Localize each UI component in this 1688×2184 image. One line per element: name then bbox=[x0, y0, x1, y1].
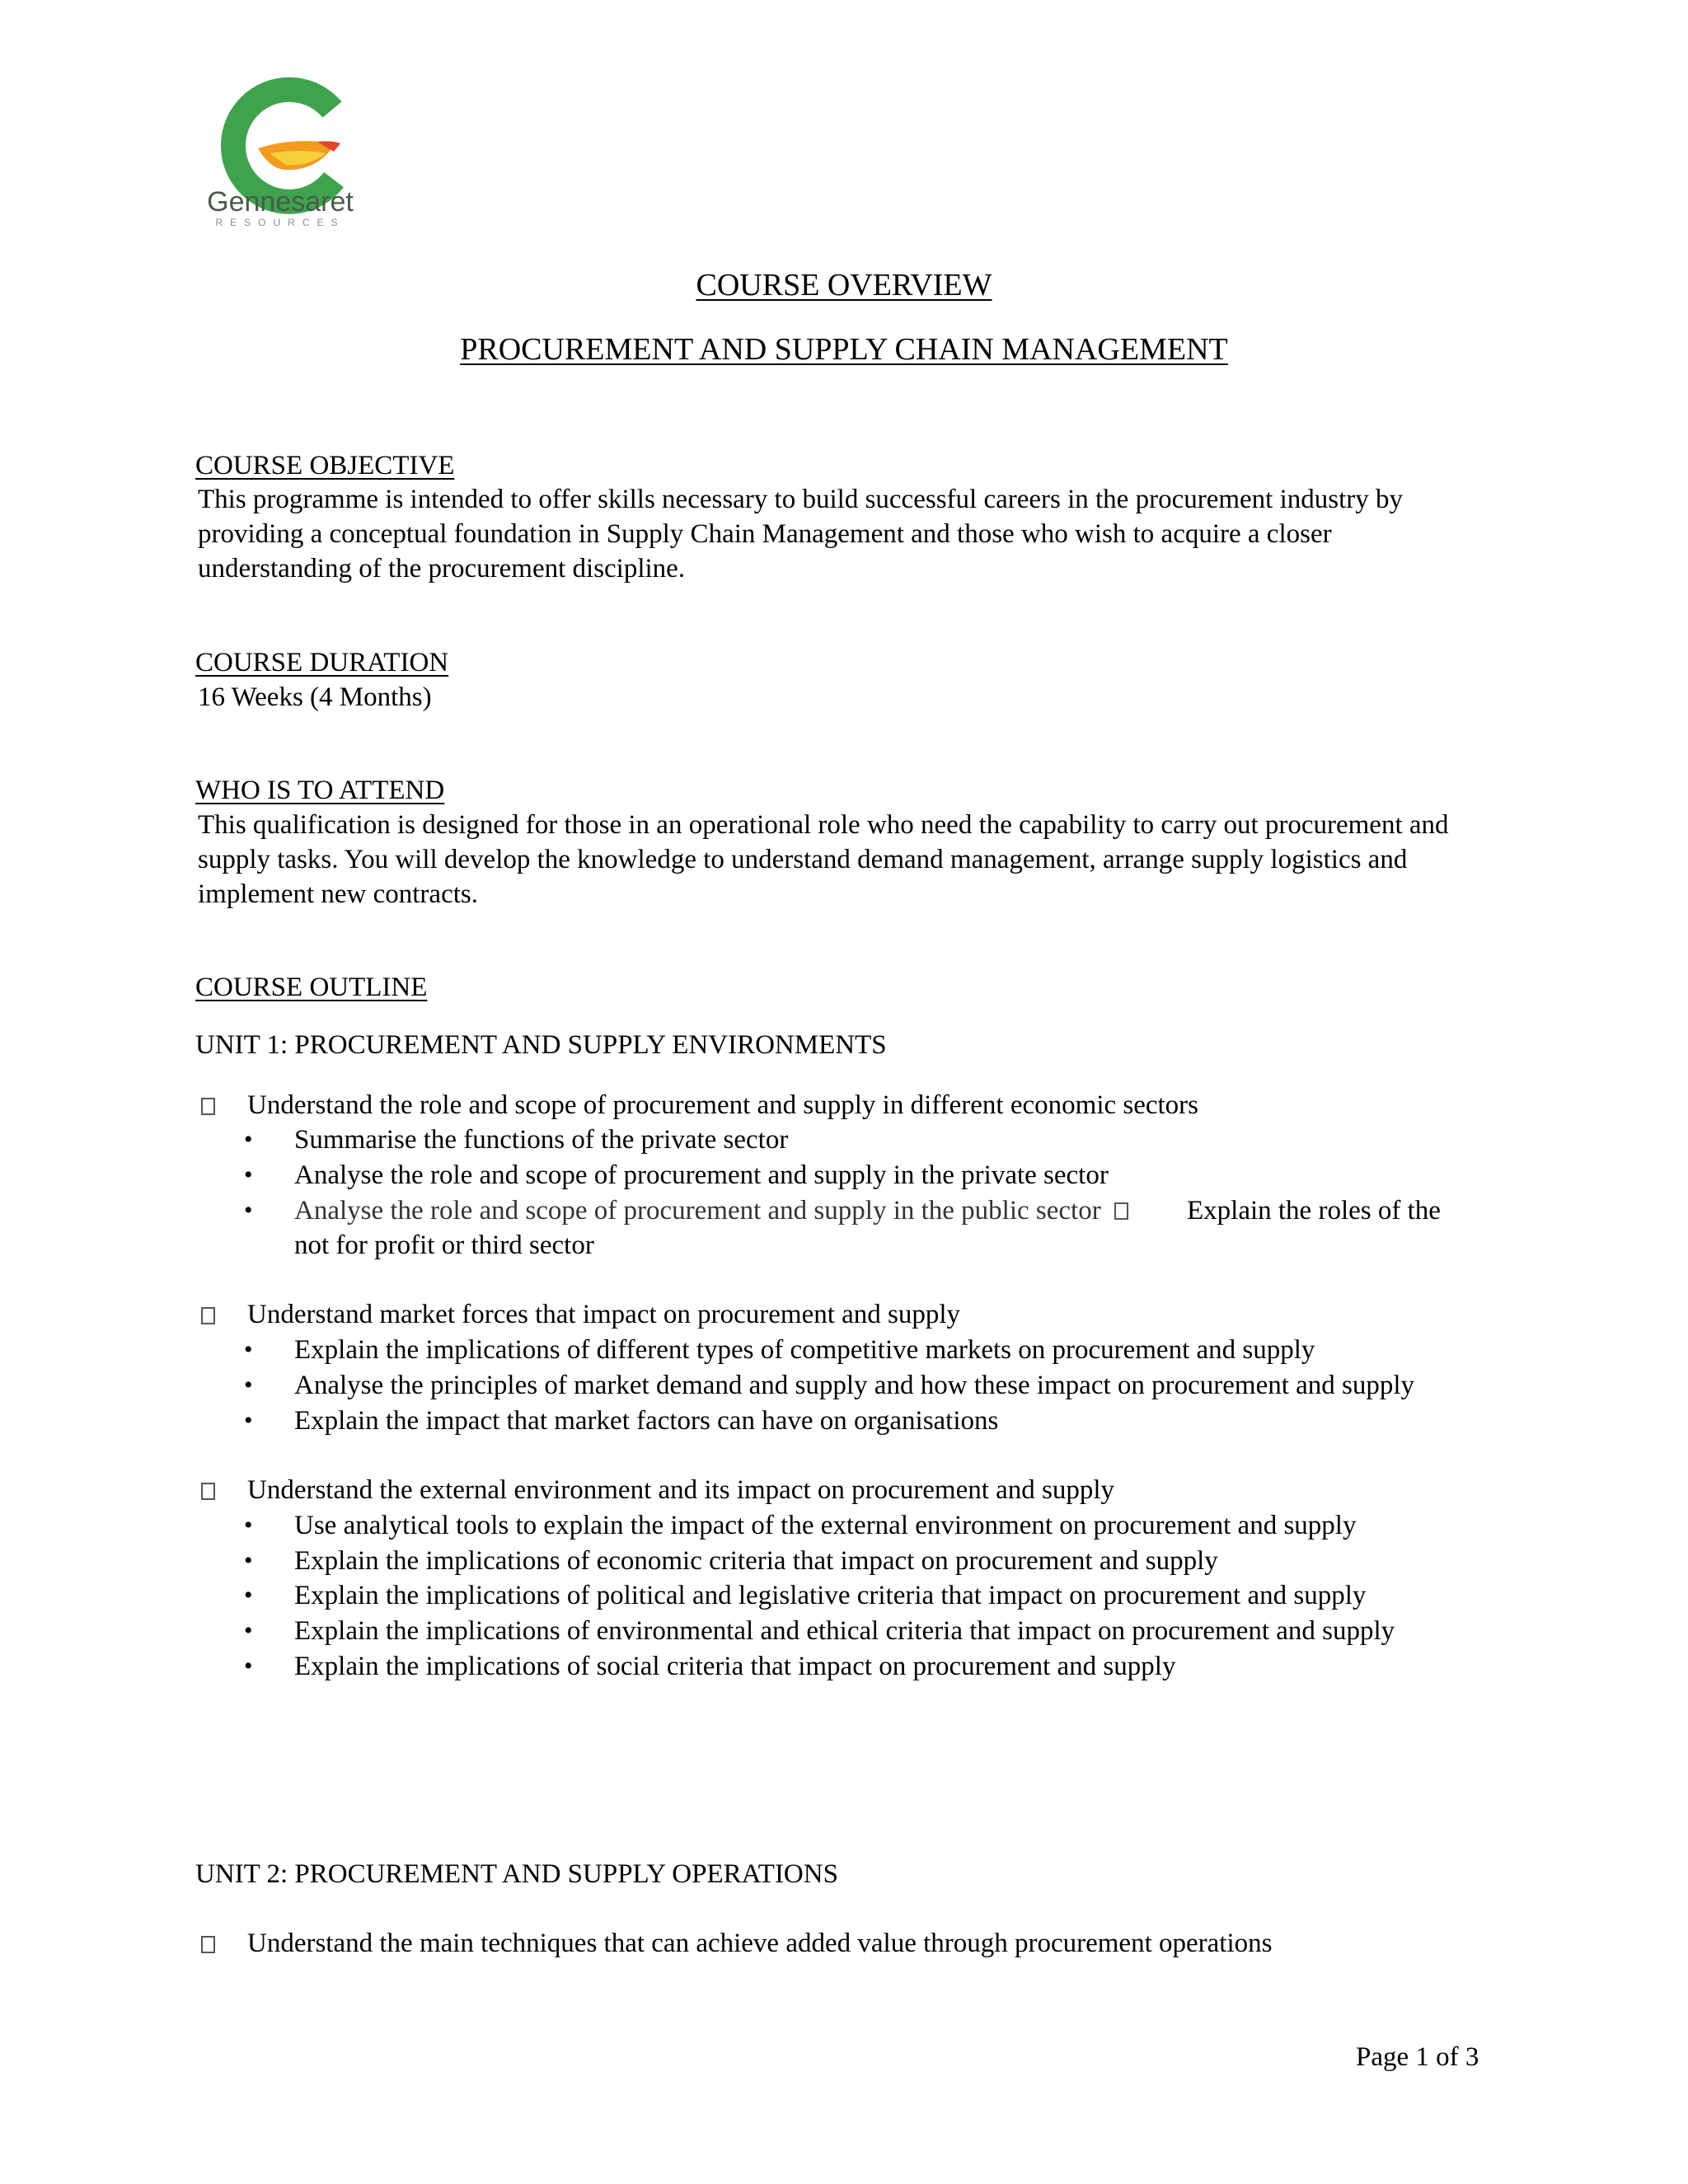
list-item: Explain the impact that market factors can have on organisations bbox=[294, 1406, 999, 1436]
duration-text: 16 Weeks (4 Months) bbox=[198, 682, 432, 712]
list-item: Explain the implications of different types of competitive markets on procurement and supply bbox=[294, 1335, 1315, 1365]
list-item: Explain the implications of political and legislative criteria that impact on procurement and supply bbox=[294, 1581, 1367, 1610]
group-label: Understand market forces that impact on procurement and supply bbox=[247, 1300, 961, 1329]
bullet-icon: • bbox=[244, 1126, 253, 1153]
gennesaret-logo bbox=[194, 73, 367, 229]
list-item: Analyse the role and scope of procurement and supply in the private sector bbox=[294, 1160, 1109, 1190]
list-item: Analyse the role and scope of procurement and supply in the public sector bbox=[294, 1196, 1101, 1226]
list-item: Use analytical tools to explain the impact of the external environment on procurement and supply bbox=[294, 1511, 1357, 1540]
checkbox-icon bbox=[201, 1483, 215, 1502]
list-item: Explain the implications of environmental and ethical criteria that impact on procurement and supply bbox=[294, 1616, 1395, 1646]
group-label: Understand the role and scope of procurement and supply in different economic sectors bbox=[247, 1090, 1199, 1120]
bullet-icon: • bbox=[244, 1336, 253, 1363]
objective-line: This programme is intended to offer skills necessary to build successful careers in the procurement industry by bbox=[198, 485, 1404, 514]
attend-heading: WHO IS TO ATTEND bbox=[195, 776, 445, 805]
checkbox-icon bbox=[201, 1098, 215, 1118]
bullet-icon: • bbox=[244, 1371, 253, 1399]
bullet-icon: • bbox=[244, 1617, 253, 1644]
checkbox-icon bbox=[1114, 1202, 1128, 1222]
bullet-icon: • bbox=[244, 1547, 253, 1574]
svg-text:RESOURCES: RESOURCES bbox=[215, 217, 345, 228]
bullet-icon: • bbox=[244, 1161, 253, 1188]
list-item: Analyse the principles of market demand and supply and how these impact on procurement and supply bbox=[294, 1371, 1415, 1400]
attend-line: supply tasks. You will develop the knowledge to understand demand management, arrange supply logistics and bbox=[198, 845, 1408, 874]
objective-line: understanding of the procurement discipline. bbox=[198, 554, 686, 583]
page-subtitle: PROCUREMENT AND SUPPLY CHAIN MANAGEMENT bbox=[460, 332, 1228, 367]
objective-line: providing a conceptual foundation in Supply Chain Management and those who wish to acquire a closer bbox=[198, 519, 1332, 549]
outline-heading: COURSE OUTLINE bbox=[195, 972, 428, 1002]
group-label: Understand the main techniques that can achieve added value through procurement operations bbox=[247, 1929, 1273, 1958]
group-label: Understand the external environment and its impact on procurement and supply bbox=[247, 1475, 1115, 1505]
page-title: COURSE OVERVIEW bbox=[696, 268, 992, 302]
list-item: Summarise the functions of the private sector bbox=[294, 1125, 789, 1155]
objective-heading: COURSE OBJECTIVE bbox=[195, 451, 455, 480]
bullet-icon: • bbox=[244, 1407, 253, 1434]
bullet-icon: • bbox=[244, 1511, 253, 1539]
list-item: not for profit or third sector bbox=[294, 1230, 594, 1260]
bullet-icon: • bbox=[244, 1197, 253, 1224]
page-number: Page 1 of 3 bbox=[1356, 2042, 1479, 2072]
bullet-icon: • bbox=[244, 1582, 253, 1609]
checkbox-icon bbox=[201, 1307, 215, 1327]
duration-heading: COURSE DURATION bbox=[195, 648, 449, 677]
list-item: Explain the roles of the bbox=[1187, 1196, 1441, 1226]
svg-text:Gennesaret: Gennesaret bbox=[207, 186, 354, 218]
logo-mark-icon bbox=[194, 73, 367, 229]
list-item: Explain the implications of economic criteria that impact on procurement and supply bbox=[294, 1546, 1218, 1576]
attend-line: This qualification is designed for those in an operational role who need the capability to carry out procurement and bbox=[198, 810, 1449, 840]
unit2-title: UNIT 2: PROCUREMENT AND SUPPLY OPERATIONS bbox=[195, 1859, 838, 1889]
unit1-title: UNIT 1: PROCUREMENT AND SUPPLY ENVIRONMENTS bbox=[195, 1030, 887, 1060]
checkbox-icon bbox=[201, 1936, 215, 1956]
bullet-icon: • bbox=[244, 1652, 253, 1680]
attend-line: implement new contracts. bbox=[198, 879, 478, 909]
list-item: Explain the implications of social criteria that impact on procurement and supply bbox=[294, 1652, 1176, 1681]
